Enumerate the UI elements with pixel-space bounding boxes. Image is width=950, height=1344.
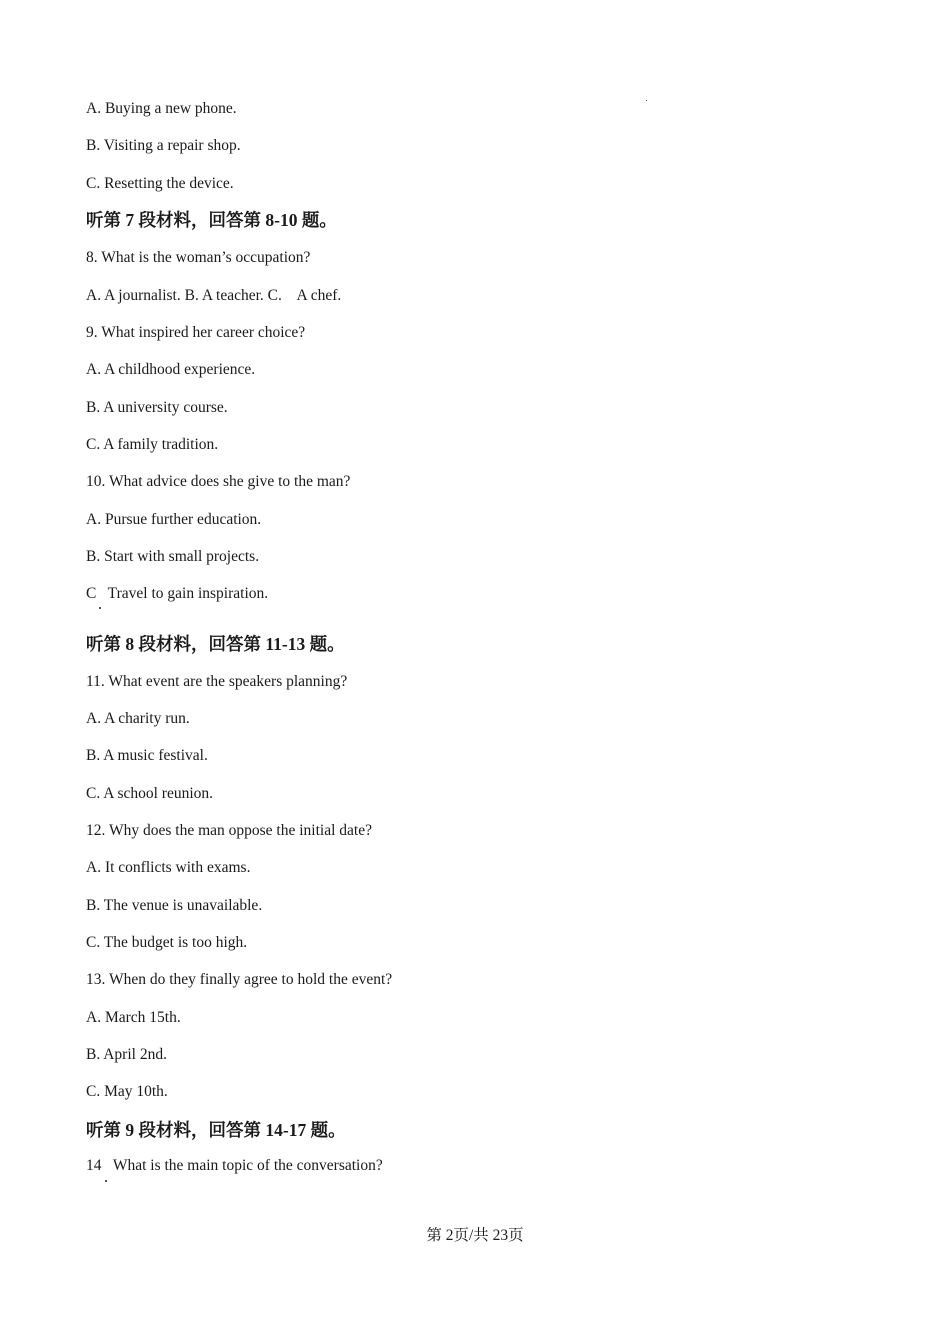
option-b-q9: B. A university course. xyxy=(86,399,228,416)
option-c-q11: C. A school reunion. xyxy=(86,785,214,802)
question-10: 10. What advice does she give to the man? xyxy=(86,473,351,490)
option-b-q7: B. Visiting a repair shop. xyxy=(86,137,241,154)
option-b-q13: B. April 2nd. xyxy=(86,1046,167,1063)
section-heading-7: 听第 7 段材料，回答第 8-10 题。 xyxy=(86,210,337,230)
section-heading-8: 听第 8 段材料，回答第 11-13 题。 xyxy=(86,634,345,654)
option-a-q11: A. A charity run. xyxy=(86,710,190,727)
question-9: 9. What inspired her career choice? xyxy=(86,324,306,341)
option-a-q13: A. March 15th. xyxy=(86,1009,181,1026)
option-a-q7: A. Buying a new phone. xyxy=(86,100,237,117)
question-13: 13. When do they finally agree to hold the event? xyxy=(86,971,393,988)
page-footer: 第 2页/共 23页 xyxy=(426,1227,524,1244)
option-b-q10: B. Start with small projects. xyxy=(86,548,260,565)
option-c-q7: C. Resetting the device. xyxy=(86,175,234,192)
question-8: 8. What is the woman’s occupation? xyxy=(86,249,311,266)
option-a-q10: A. Pursue further education. xyxy=(86,511,262,528)
question-8-options: A. A journalist. B. A teacher. C. A chef. xyxy=(86,287,342,304)
option-b-q11: B. A music festival. xyxy=(86,747,208,764)
option-c-q10: C Travel to gain inspiration. xyxy=(86,585,269,602)
ruby-dot xyxy=(99,607,101,609)
option-c-q13: C. May 10th. xyxy=(86,1083,168,1100)
option-a-q12: A. It conflicts with exams. xyxy=(86,859,251,876)
option-a-q9: A. A childhood experience. xyxy=(86,361,256,378)
section-heading-9: 听第 9 段材料，回答第 14-17 题。 xyxy=(86,1120,346,1140)
stray-mark xyxy=(646,100,647,101)
ruby-dot xyxy=(105,1180,107,1182)
option-c-q12: C. The budget is too high. xyxy=(86,934,248,951)
question-14: 14 What is the main topic of the conversation? xyxy=(86,1157,383,1174)
option-c-q9: C. A family tradition. xyxy=(86,436,219,453)
question-11: 11. What event are the speakers planning? xyxy=(86,673,348,690)
question-12: 12. Why does the man oppose the initial date? xyxy=(86,822,372,839)
option-b-q12: B. The venue is unavailable. xyxy=(86,897,263,914)
